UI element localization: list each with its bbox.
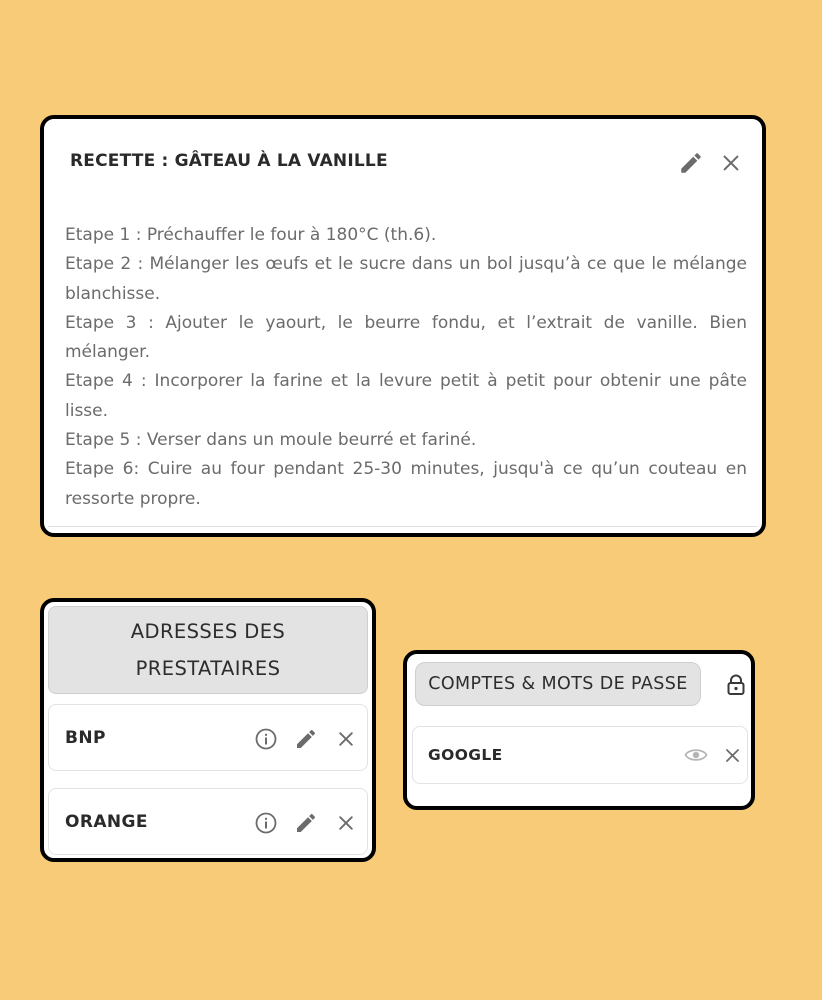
list-item[interactable]	[48, 788, 368, 855]
close-icon[interactable]	[334, 811, 358, 835]
lock-icon[interactable]	[725, 673, 747, 697]
pencil-icon[interactable]	[293, 726, 319, 752]
addresses-title-line2: PRESTATAIRES	[135, 657, 281, 680]
recipe-step: Etape 1 : Préchauffer le four à 180°C (th.6).	[65, 225, 437, 245]
recipe-step: Etape 6: Cuire au four pendant 25-30 minutes, jusqu'à ce qu’un couteau en ressorte propre.	[65, 459, 747, 509]
addresses-title-line1: ADRESSES DES	[130, 620, 286, 643]
close-icon[interactable]	[334, 727, 358, 751]
eye-icon[interactable]	[683, 743, 709, 767]
divider	[48, 526, 758, 527]
recipe-card	[40, 115, 766, 537]
account-label: GOOGLE	[428, 746, 503, 764]
list-item[interactable]	[48, 704, 368, 771]
recipe-step: Etape 5 : Verser dans un moule beurré et fariné.	[65, 430, 477, 451]
recipe-step: Etape 2 : Mélanger les œufs et le sucre dans un bol jusqu’à ce que le mélange blanchisse.	[65, 254, 747, 304]
info-icon[interactable]	[253, 726, 279, 752]
pencil-icon[interactable]	[676, 148, 706, 178]
addresses-header[interactable]	[48, 606, 368, 694]
recipe-step: Etape 4 : Incorporer la farine et la levure petit à petit pour obtenir une pâte lisse.	[65, 371, 747, 421]
info-icon[interactable]	[253, 810, 279, 836]
recipe-steps	[65, 221, 747, 514]
close-icon[interactable]	[720, 743, 744, 767]
close-icon[interactable]	[716, 148, 746, 178]
recipe-title: RECETTE : GÂTEAU À LA VANILLE	[70, 151, 388, 171]
recipe-step: Etape 3 : Ajouter le yaourt, le beurre fondu, et l’extrait de vanille. Bien mélanger.	[65, 312, 747, 363]
provider-label: ORANGE	[65, 812, 148, 832]
provider-label: BNP	[65, 728, 106, 748]
accounts-card	[403, 650, 755, 810]
pencil-icon[interactable]	[293, 810, 319, 836]
list-item[interactable]	[412, 726, 748, 784]
addresses-card	[40, 598, 376, 862]
accounts-header[interactable]: COMPTES & MOTS DE PASSE	[415, 662, 701, 706]
